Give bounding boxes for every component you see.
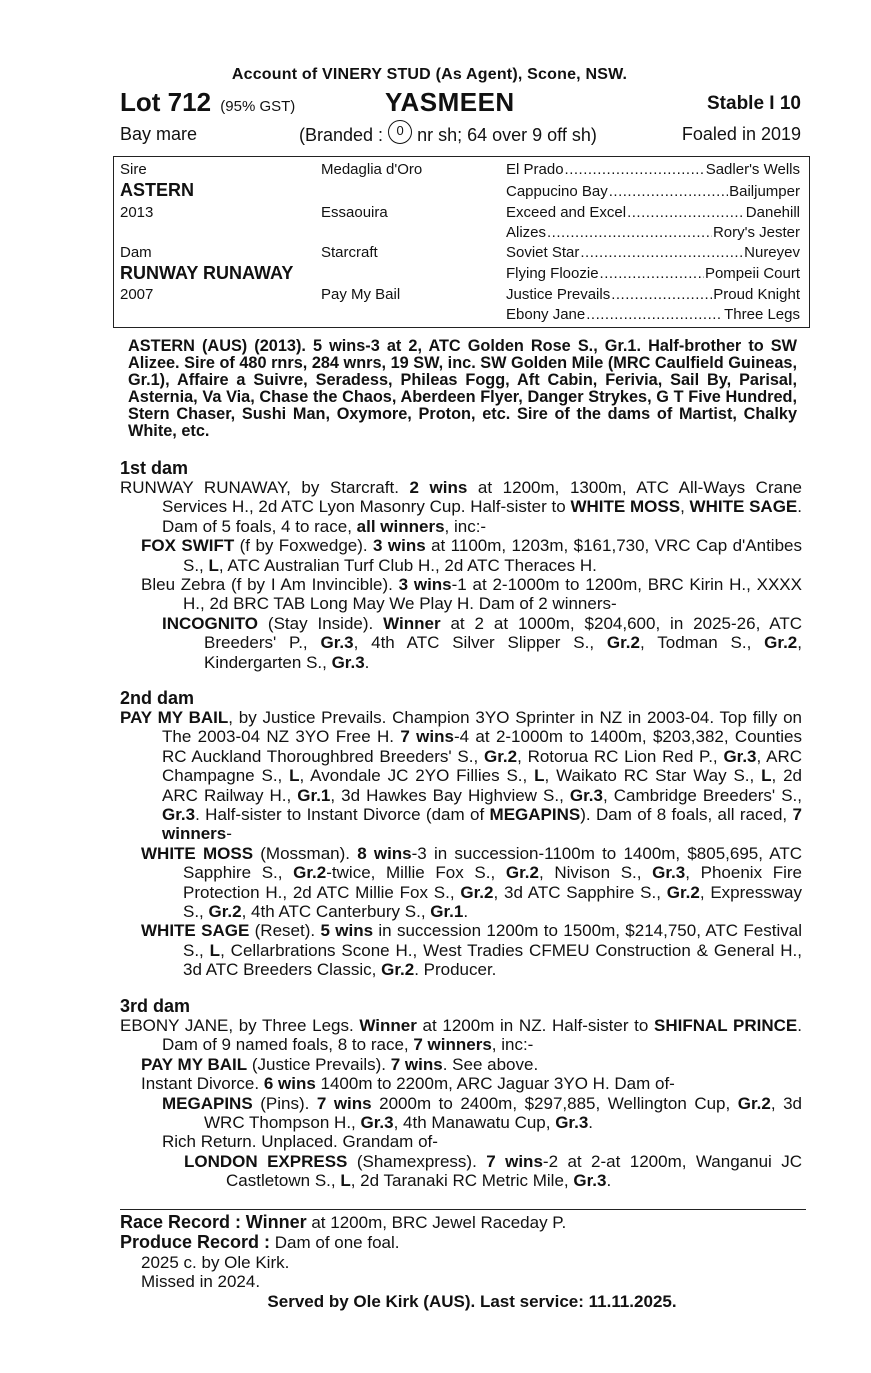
dam-label: Dam <box>120 244 152 261</box>
second-dam-entry: PAY MY BAIL, by Justice Prevails. Champion 3YO Sprinter in NZ in 2003-04. Top filly on The 2003-04 NZ 3YO Free H. 7 wins-4 at 2-1000m to 1400m, $203,382, Counties RC Auckland Thoroughbred Breeders' S., Gr.2, Rotorua RC Lion Red P., Gr.3, ARC Champagne S., L, Avondale JC 2YO Fillies S., L, Waikato RC Star Way S., L, 2d ARC Railway H., Gr.1, 3d Hawkes Bay Highview S., Gr.3, Cambridge Breeders' S., Gr.3. Half-sister to Instant Divorce (dam of MEGAPINS). Dam of 8 foals, all raced, 7 winners- <box>120 708 803 844</box>
grandparent-row: Soviet Star ..... Nureyev <box>506 244 800 261</box>
progeny-entry: INCOGNITO (Stay Inside). Winner at 2 at 1000m, $204,600, in 2025-26, ATC Breeders' P., Gr.3, 4th ATC Silver Slipper S., Gr.2, Todman S., Gr.2, Kindergarten S., Gr.3. <box>162 613 802 672</box>
grandparent-row: Alizes ..... Rory's Jester <box>506 224 800 241</box>
progeny-entry: LONDON EXPRESS (Shamexpress). 7 wins-2 at 2-at 1200m, Wanganui JC Castletown S., L, 2d Taranaki RC Metric Mile, Gr.3. <box>184 1151 802 1191</box>
grandparent-row: Flying Floozie ..... Pompeii Court <box>506 265 800 282</box>
stable-location: Stable I 10 <box>707 93 801 114</box>
sire-summary: ASTERN (AUS) (2013). 5 wins-3 at 2, ATC Golden Rose S., Gr.1. Half-brother to SW Alizee. Sire of 480 rnrs, 284 wnrs, 19 SW, inc. SW Golden Mile (MRC Caulfield Guineas, Gr.1), Affaire a Suivre, Seradess, Phileas Fogg, Aft Cabin, Ferivia, Sail By, Parisal, Asternia, Va Via, Chase the Chaos, Aberdeen Flyer, Danger Strykes, G T Five Hundred, Stern Chaser, Sushi Man, Oxymore, Proton, etc. Sire of the dams of Martist, Chalky White, etc. <box>128 337 797 440</box>
sire-name: ASTERN <box>120 180 195 200</box>
third-dam-entry: EBONY JANE, by Three Legs. Winner at 1200m in NZ. Half-sister to SHIFNAL PRINCE. Dam of 9 named foals, 8 to race, 7 winners, inc:- <box>120 1016 803 1055</box>
horse-name: YASMEEN <box>385 87 515 117</box>
progeny-entry: Instant Divorce. 6 wins 1400m to 2200m, ARC Jaguar 3YO H. Dam of- <box>141 1074 675 1094</box>
served-by: Served by Ole Kirk (AUS). Last service: 11.11.2025. <box>267 1291 677 1311</box>
dam-name: RUNWAY RUNAWAY <box>120 263 294 283</box>
sire-year: 2013 <box>120 204 154 221</box>
horse-details <box>120 122 801 148</box>
produce-line: 2025 c. by Ole Kirk. <box>141 1252 290 1272</box>
grandparent-row: Justice Prevails ..... Proud Knight <box>506 286 800 303</box>
produce-record: Produce Record : Dam of one foal. <box>120 1232 400 1253</box>
third-dam-heading: 3rd dam <box>120 996 191 1016</box>
grandparent-row: Exceed and Excel ..... Danehill <box>506 204 800 221</box>
progeny-entry: MEGAPINS (Pins). 7 wins 2000m to 2400m, $297,885, Wellington Cup, Gr.2, 3d WRC Thompson H., Gr.3, 4th Manawatu Cup, Gr.3. <box>162 1093 802 1133</box>
brand-description: (Branded : 0 nr sh; 64 over 9 off sh) <box>299 124 597 148</box>
brand-circle-icon: 0 <box>388 120 412 144</box>
race-record: Race Record : Winner at 1200m, BRC Jewel Raceday P. <box>120 1212 567 1232</box>
sire-dam: Essaouira <box>321 204 388 221</box>
dam-year: 2007 <box>120 286 154 303</box>
progeny-entry: WHITE MOSS (Mossman). 8 wins-3 in succession-1100m to 1400m, $805,695, ATC Sapphire S., Gr.2-twice, Millie Fox S., Gr.2, Nivison S., Gr.3, Phoenix Fire Protection H., 2d ATC Millie Fox S., Gr.2, 3d ATC Sapphire S., Gr.2, Expressway S., Gr.2, 4th ATC Canterbury S., Gr.1. <box>141 843 802 922</box>
grandparent-row: Cappucino Bay ..... Bailjumper <box>506 183 800 200</box>
produce-line: Missed in 2024. <box>141 1272 261 1292</box>
progeny-entry: FOX SWIFT (f by Foxwedge). 3 wins at 1100m, 1203m, $161,730, VRC Cap d'Antibes S., L, ATC Australian Turf Club H., 2d ATC Theraces H. <box>141 536 802 575</box>
vendor-account: Account of VINERY STUD (As Agent), Scone, NSW. <box>231 66 628 83</box>
pedigree-table <box>113 156 810 328</box>
sire-sire: Medaglia d'Oro <box>321 161 423 178</box>
progeny-entry: PAY MY BAIL (Justice Prevails). 7 wins. See above. <box>141 1054 539 1074</box>
progeny-entry: Bleu Zebra (f by I Am Invincible). 3 wins-1 at 2-1000m to 1200m, BRC Kirin H., XXXX H., 2d BRC TAB Long May We Play H. Dam of 2 winners- <box>141 575 802 614</box>
gst-note: (95% GST) <box>220 98 296 115</box>
dam-dam: Pay My Bail <box>321 286 401 303</box>
grandparent-row: Ebony Jane ..... Three Legs <box>506 306 800 323</box>
second-dam-section <box>120 688 802 980</box>
first-dam-section <box>120 458 802 672</box>
first-dam-heading: 1st dam <box>120 458 189 478</box>
lot-number: Lot 712 (95% GST) <box>120 87 296 117</box>
second-dam-heading: 2nd dam <box>120 688 195 708</box>
third-dam-section <box>120 996 802 1191</box>
foaled-year: Foaled in 2019 <box>681 124 801 144</box>
progeny-entry: WHITE SAGE (Reset). 5 wins in succession 1200m to 1500m, $214,750, ATC Festival S., L, Cellarbrations Scone H., West Tradies CFMEU Construction & General H., 3d ATC Breeders Classic, Gr.2. Producer. <box>141 921 802 980</box>
sire-label: Sire <box>120 161 147 178</box>
horse-description: Bay mare <box>120 124 198 144</box>
first-dam-entry: RUNWAY RUNAWAY, by Starcraft. 2 wins at 1200m, 1300m, ATC All-Ways Crane Services H., 2d ATC Lyon Masonry Cup. Half-sister to WHITE MOSS, WHITE SAGE. Dam of 5 foals, 4 to race, all winners, inc:- <box>120 478 802 536</box>
progeny-entry: Rich Return. Unplaced. Grandam of- <box>162 1132 438 1152</box>
lot-header <box>120 87 801 121</box>
grandparent-row: El Prado ..... Sadler's Wells <box>506 161 800 178</box>
dam-sire: Starcraft <box>321 244 378 261</box>
records-section <box>120 1209 806 1311</box>
